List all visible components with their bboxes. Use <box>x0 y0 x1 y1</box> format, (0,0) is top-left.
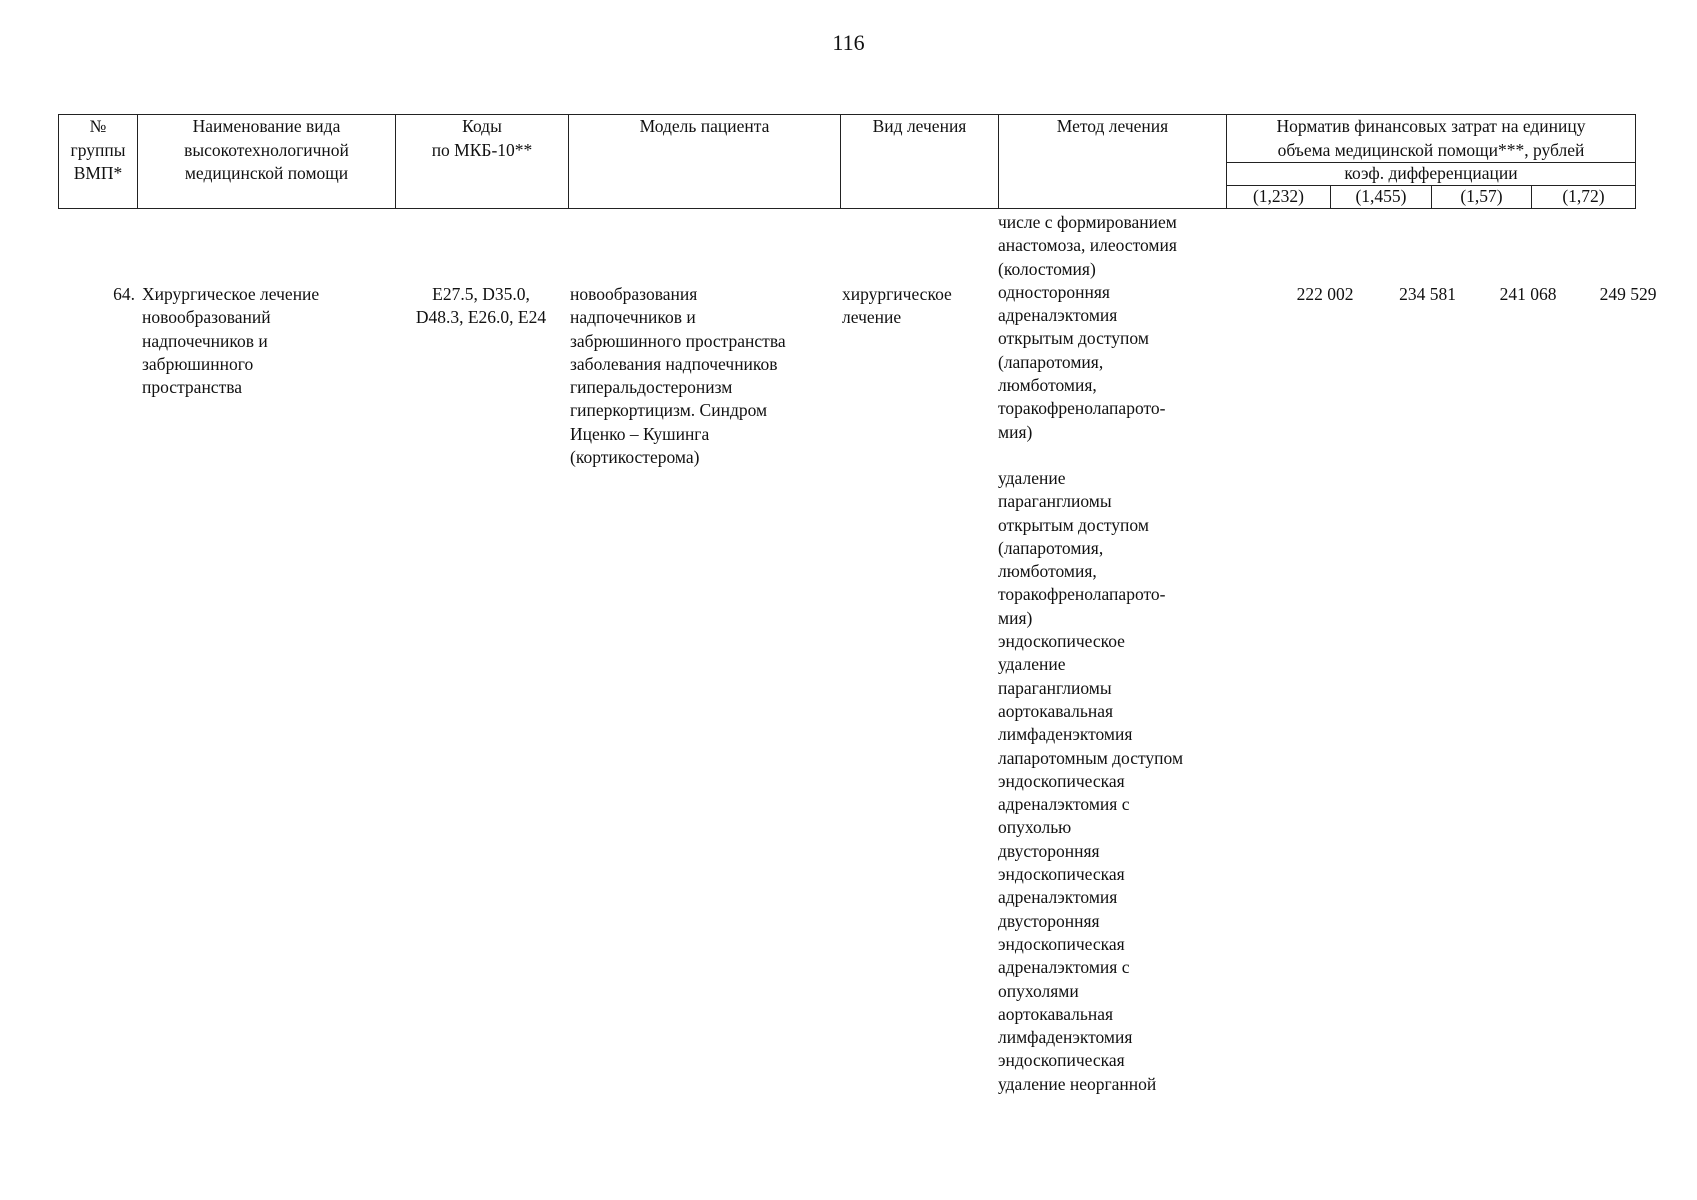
row-group-no: 64. <box>113 284 135 304</box>
text-line: двусторонняя <box>998 840 1100 861</box>
text-line: удаление <box>998 654 1066 675</box>
text-line: эндоскопическое <box>998 631 1125 652</box>
text-line: (лапаротомия, <box>998 351 1104 372</box>
text-line: анастомоза, илеостомия <box>998 235 1177 256</box>
text-line: лапаротомным доступом <box>998 747 1184 768</box>
text-line: Иценко – Кушинга <box>570 423 710 444</box>
text-line: эндоскопическая <box>998 770 1125 791</box>
text-line: двусторонняя <box>998 910 1100 931</box>
text-line: мия) <box>998 607 1033 628</box>
header-cost-norm: Норматив финансовых затрат на единицу объема медицинской помощи***, рублей <box>1227 115 1636 163</box>
text-line: торакофренолапарото- <box>998 584 1166 605</box>
text-line: гиперкортицизм. Синдром <box>570 400 768 421</box>
text-line: (колостомия) <box>998 258 1096 279</box>
text-line: пространства <box>142 377 243 398</box>
text-line: удаление <box>998 467 1066 488</box>
text-line: опухолью <box>998 817 1072 838</box>
text-line: открытым доступом <box>998 328 1149 349</box>
header-coef-label: коэф. дифференциации <box>1227 163 1636 186</box>
group-spacer <box>998 444 1268 467</box>
text-line: удаление неорганной <box>998 1073 1157 1094</box>
header-codes: Коды по МКБ-10** <box>396 115 569 209</box>
text-line: аортокавальная <box>998 700 1114 721</box>
header-coef-2: (1,455) <box>1331 186 1432 209</box>
text-line: лимфаденэктомия <box>998 724 1133 745</box>
text-line: E27.5, D35.0, <box>432 284 530 304</box>
text-line: лечение <box>842 307 902 328</box>
text-line: забрюшинного пространства <box>570 330 786 351</box>
text-line: надпочечников и <box>570 307 696 328</box>
text-line: эндоскопическая <box>998 1050 1125 1071</box>
row-norm-3: 241 068 <box>1499 284 1557 304</box>
text-line: (лапаротомия, <box>998 537 1104 558</box>
text-line: Хирургическое лечение <box>142 284 320 304</box>
header-coef-1: (1,232) <box>1227 186 1331 209</box>
text-line: новообразований <box>142 307 271 328</box>
header-coef-3: (1,57) <box>1432 186 1532 209</box>
row-patient-model <box>570 283 840 469</box>
text-line: аортокавальная <box>998 1003 1114 1024</box>
header-treatment-type: Вид лечения <box>841 115 999 209</box>
text-line: гиперальдостеронизм <box>570 377 733 398</box>
text-line: опухолями <box>998 980 1079 1001</box>
text-line: адреналэктомия с <box>998 794 1130 815</box>
methods-group-2 <box>998 467 1268 1096</box>
text-line: числе с формированием <box>998 212 1177 232</box>
text-line: заболевания надпочечников <box>570 353 778 374</box>
text-line: новообразования <box>570 284 698 304</box>
row-norm-1: 222 002 <box>1296 284 1354 304</box>
row-care-name <box>142 283 392 399</box>
row-norm-4: 249 529 <box>1599 284 1657 304</box>
text-line: эндоскопическая <box>998 933 1125 954</box>
header-care-name: Наименование вида высокотехнологичной медицинской помощи <box>138 115 396 209</box>
text-line: люмботомия, <box>998 375 1097 396</box>
row-norm-2: 234 581 <box>1399 284 1456 304</box>
text-line: параганглиомы <box>998 677 1112 698</box>
row-treatment-method <box>998 211 1268 1096</box>
text-line: хирургическое <box>842 284 952 304</box>
header-group-no: № группы ВМП* <box>59 115 138 209</box>
header-patient-model: Модель пациента <box>569 115 841 209</box>
text-line: адреналэктомия <box>998 305 1118 326</box>
row-codes <box>398 283 564 330</box>
text-line: эндоскопическая <box>998 864 1125 885</box>
table-header <box>58 114 1636 209</box>
header-coef-4: (1,72) <box>1532 186 1636 209</box>
row-treatment-type <box>842 283 997 330</box>
text-line: параганглиомы <box>998 491 1112 512</box>
text-line: адреналэктомия с <box>998 957 1130 978</box>
text-line: торакофренолапарото- <box>998 398 1166 419</box>
text-line: люмботомия, <box>998 561 1097 582</box>
text-line: открытым доступом <box>998 514 1149 535</box>
header-treatment-method: Метод лечения <box>999 115 1227 209</box>
text-line: лимфаденэктомия <box>998 1027 1133 1048</box>
text-line: D48.3, E26.0, E24 <box>415 307 547 328</box>
text-line: адреналэктомия <box>998 887 1118 908</box>
methods-group-1 <box>998 211 1268 444</box>
page-number: 116 <box>832 30 865 55</box>
text-line: мия) <box>998 421 1033 442</box>
text-line: (кортикостерома) <box>570 447 700 468</box>
text-line: односторонняя <box>998 281 1110 302</box>
text-line: забрюшинного <box>142 353 254 374</box>
text-line: надпочечников и <box>142 330 268 351</box>
